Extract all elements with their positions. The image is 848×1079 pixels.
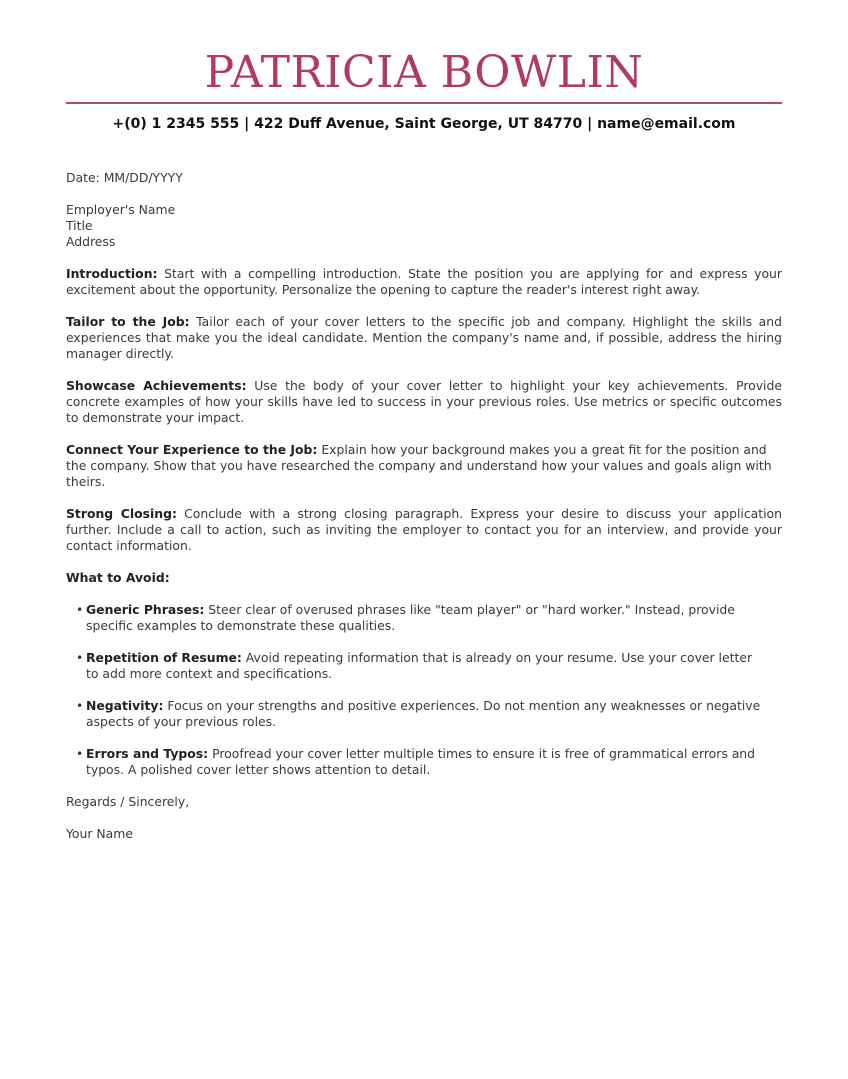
section-strong-closing (66, 506, 782, 554)
item-text: Steer clear of overused phrases like "team player" or "hard worker." Instead, provide specific examples to demonstrate these qualities. (86, 602, 735, 633)
recipient-title: Title (66, 218, 93, 233)
list-item (66, 650, 782, 682)
section-label: Tailor to the Job: (66, 314, 190, 329)
item-text: Focus on your strengths and positive experiences. Do not mention any weaknesses or negative aspects of your previous roles. (86, 698, 761, 729)
item-text: Proofread your cover letter multiple times to ensure it is free of grammatical errors and typos. A polished cover letter shows attention to detail. (86, 746, 756, 777)
item-text: Avoid repeating information that is already on your resume. Use your cover letter to add more context and specifications. (86, 650, 753, 681)
section-text: Start with a compelling introduction. State the position you are applying for and express your excitement about the opportunity. Personalize the opening to capture the reader's interest right away. (66, 266, 782, 297)
section-connect-experience (66, 442, 782, 490)
section-text: Tailor each of your cover letters to the specific job and company. Highlight the skills and experiences that make you the ideal candidate. Mention the company's name and, if possible, address the hiring manager directly. (66, 314, 782, 361)
bullet-icon: • (76, 746, 84, 761)
section-label: Strong Closing: (66, 506, 177, 521)
recipient-address: Address (66, 234, 116, 249)
list-item (66, 698, 782, 730)
recipient-name: Employer's Name (66, 202, 176, 217)
letter-body (66, 170, 782, 858)
header-divider (66, 102, 782, 104)
bullet-icon: • (76, 698, 84, 713)
bullet-icon: • (76, 650, 84, 665)
section-text: Use the body of your cover letter to highlight your key achievements. Provide concrete examples of how your skills have led to success in your previous roles. Use metrics or specific outcomes to demonstrate your impact. (66, 378, 782, 425)
signature-line: Your Name (66, 826, 133, 841)
section-showcase-achievements (66, 378, 782, 426)
item-label: Errors and Typos: (86, 746, 209, 761)
item-label: Repetition of Resume: (86, 650, 242, 665)
section-label: Connect Your Experience to the Job: (66, 442, 318, 457)
item-label: Generic Phrases: (86, 602, 205, 617)
list-item (66, 602, 782, 634)
section-tailor-to-job (66, 314, 782, 362)
item-label: Negativity: (86, 698, 164, 713)
section-label: Showcase Achievements: (66, 378, 247, 393)
avoid-list (66, 602, 782, 778)
contact-line: +(0) 1 2345 555 | 422 Duff Avenue, Saint George, UT 84770 | name@email.com (112, 116, 736, 132)
applicant-name: PATRICIA BOWLIN (204, 47, 644, 98)
section-introduction (66, 266, 782, 298)
section-text: Conclude with a strong closing paragraph. Express your desire to discuss your application further. Include a call to action, such as inviting the employer to contact you for an interview, and provide your contact information. (66, 506, 782, 553)
section-label: Introduction: (66, 266, 158, 281)
recipient-block (66, 202, 782, 250)
list-item (66, 746, 782, 778)
section-text: Explain how your background makes you a great fit for the position and the company. Show that you have researched the company and understand how your values and goals align with theirs. (66, 442, 772, 489)
bullet-icon: • (76, 602, 84, 617)
avoid-heading: What to Avoid: (66, 570, 170, 585)
closing-line: Regards / Sincerely, (66, 794, 190, 809)
date-line: Date: MM/DD/YYYY (66, 170, 183, 185)
